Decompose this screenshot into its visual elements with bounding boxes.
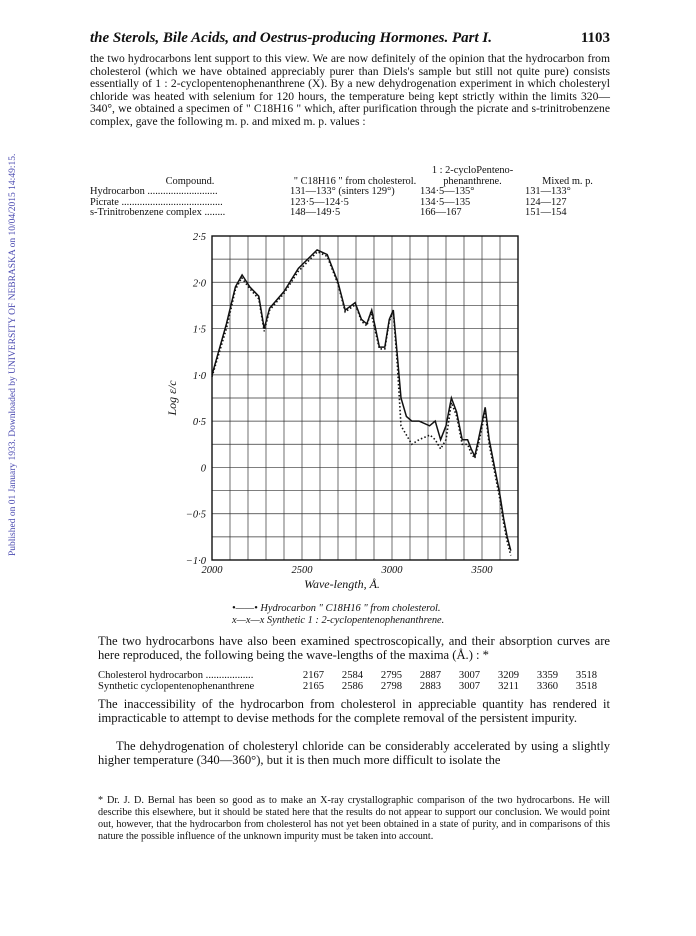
series-line-cholesterol-hydrocarbon bbox=[212, 250, 511, 551]
mp-cell: 166—167 bbox=[420, 207, 462, 219]
legend-solid-marker: •——• bbox=[232, 603, 261, 614]
y-tick-label: 0·5 bbox=[192, 417, 206, 429]
maxima-value: 3359 bbox=[536, 670, 559, 681]
y-tick-label: 2·0 bbox=[192, 278, 206, 290]
mp-cell: Picrate ....................................... bbox=[90, 196, 223, 208]
maxima-value: 3518 bbox=[575, 670, 598, 681]
absorption-chart bbox=[150, 228, 540, 600]
mp-cell: 134·5—135 bbox=[420, 196, 471, 208]
y-axis-label: Log ε/c bbox=[165, 380, 179, 416]
maxima-value: 2798 bbox=[380, 681, 403, 693]
table-row bbox=[90, 208, 610, 219]
table-row bbox=[98, 670, 606, 681]
mp-header-synthetic: 1 : 2-cycloPenteno-phenanthrene. bbox=[431, 165, 514, 187]
x-tick-label: 2500 bbox=[291, 565, 313, 576]
paragraph-inaccessibility: The inaccessibility of the hydrocarbon from cholesterol in appreciable quantity has rendered it impracticable to attempt to devise methods for the complete removal of the persistent impurity. bbox=[98, 697, 610, 725]
x-axis-label: Wave-length, Å. bbox=[304, 577, 380, 591]
table-row bbox=[98, 681, 606, 692]
y-tick-label: −0·5 bbox=[185, 509, 206, 521]
y-tick-label: 1·0 bbox=[192, 370, 206, 382]
y-tick-label: 2·5 bbox=[192, 232, 206, 243]
footnote: * Dr. J. D. Bernal has been so good as to make an X-ray crystallographic comparison of the two hydrocarbons. He will describe this elsewhere, but it should be stated here that the results do not appear to support our conclusion. We would point out, however, that the hydrocarbon from cholesterol has not yet been obtained in a state of purity, and in comparisons of this nature the possible influence of the unknown impurity must be taken into account. bbox=[98, 795, 610, 842]
x-tick-label: 3500 bbox=[471, 565, 493, 576]
header-title: the Sterols, Bile Acids, and Oestrus-producing Hormones. Part I. bbox=[90, 30, 492, 46]
mp-cell: Hydrocarbon ........................... bbox=[90, 186, 218, 198]
mp-cell: s-Trinitrobenzene complex ........ bbox=[90, 207, 226, 219]
mp-cell: 151—154 bbox=[525, 207, 567, 219]
mp-cell: 134·5—135° bbox=[420, 186, 475, 198]
legend-solid bbox=[232, 603, 532, 615]
mp-cell: 148—149·5 bbox=[290, 207, 341, 219]
paragraph-spectroscopy: The two hydrocarbons have also been examined spectroscopically, and their absorption curves are here reproduced, the following being the wave-lengths of the maxima (Å.) : * bbox=[98, 634, 610, 662]
running-header bbox=[90, 30, 610, 47]
legend-solid-label: Hydrocarbon " C18H16 " from cholesterol. bbox=[260, 603, 441, 614]
maxima-value: 2586 bbox=[341, 681, 364, 693]
mp-header-cholesterol: " C18H16 " from cholesterol. bbox=[293, 175, 417, 187]
legend-dotted-marker: x—x—x bbox=[232, 615, 267, 626]
maxima-value: 3007 bbox=[458, 681, 481, 693]
maxima-value: 3518 bbox=[575, 681, 598, 693]
paragraph-intro: the two hydrocarbons lent support to this view. We are now definitely of the opinion that the hydrocarbon from cholesterol (which we have obtained appreciably purer than Diels's sample but still not quite pure) consists essentially of 1 : 2-cyclopentenophenanthrene (X). By a new dehydrogenation experiment in which cholesteryl chloride was heated with selenium for 120 hours, the temperature being kept strictly within the limits 320—340°, we obtained a specimen of " C18H16 " which, after purification through the picrate and s-trinitrobenzene complex, gave the following m. p. and mixed m. p. values : bbox=[90, 52, 610, 128]
maxima-value: 3211 bbox=[498, 681, 519, 693]
mp-cell: 124—127 bbox=[525, 196, 567, 208]
legend-dotted bbox=[232, 615, 532, 627]
maxima-name: Cholesterol hydrocarbon .................. bbox=[98, 670, 254, 681]
mp-cell: 131—133° (sinters 129°) bbox=[290, 186, 395, 198]
maxima-value: 3360 bbox=[536, 681, 559, 693]
series-line-synthetic bbox=[212, 252, 511, 556]
mp-header-compound: Compound. bbox=[165, 175, 215, 187]
mp-header-mixed: Mixed m. p. bbox=[542, 175, 593, 187]
maxima-name: Synthetic cyclopentenophenanthrene bbox=[98, 681, 255, 693]
legend-dotted-label: Synthetic 1 : 2-cyclopentenophenanthrene. bbox=[266, 615, 445, 626]
y-tick-label: 0 bbox=[200, 463, 206, 475]
download-watermark: Published on 01 January 1933. Downloaded by UNIVERSITY OF NEBRASKA on 10/04/2015 14:49:15. bbox=[8, 153, 18, 557]
y-tick-label: −1·0 bbox=[185, 556, 206, 567]
page-number: 1103 bbox=[580, 30, 610, 46]
mp-cell: 123·5—124·5 bbox=[290, 196, 349, 208]
maxima-value: 2167 bbox=[302, 670, 325, 681]
mp-table-header bbox=[90, 166, 610, 187]
maxima-value: 2795 bbox=[380, 670, 403, 681]
maxima-value: 2883 bbox=[419, 681, 442, 693]
x-tick-label: 3000 bbox=[381, 565, 403, 576]
maxima-table bbox=[98, 670, 606, 693]
mp-cell: 131—133° bbox=[525, 186, 571, 198]
maxima-value: 2887 bbox=[419, 670, 442, 681]
melting-point-table bbox=[90, 166, 610, 219]
x-tick-label: 2000 bbox=[201, 565, 223, 576]
maxima-value: 3209 bbox=[497, 670, 520, 681]
y-tick-label: 1·5 bbox=[192, 324, 206, 336]
paragraph-dehydrogenation: The dehydrogenation of cholesteryl chloride can be considerably accelerated by using a slightly higher temperature (340—360°), but it is then much more difficult to isolate the bbox=[98, 739, 610, 767]
maxima-value: 2584 bbox=[341, 670, 364, 681]
maxima-value: 2165 bbox=[302, 681, 325, 693]
maxima-value: 3007 bbox=[458, 670, 481, 681]
